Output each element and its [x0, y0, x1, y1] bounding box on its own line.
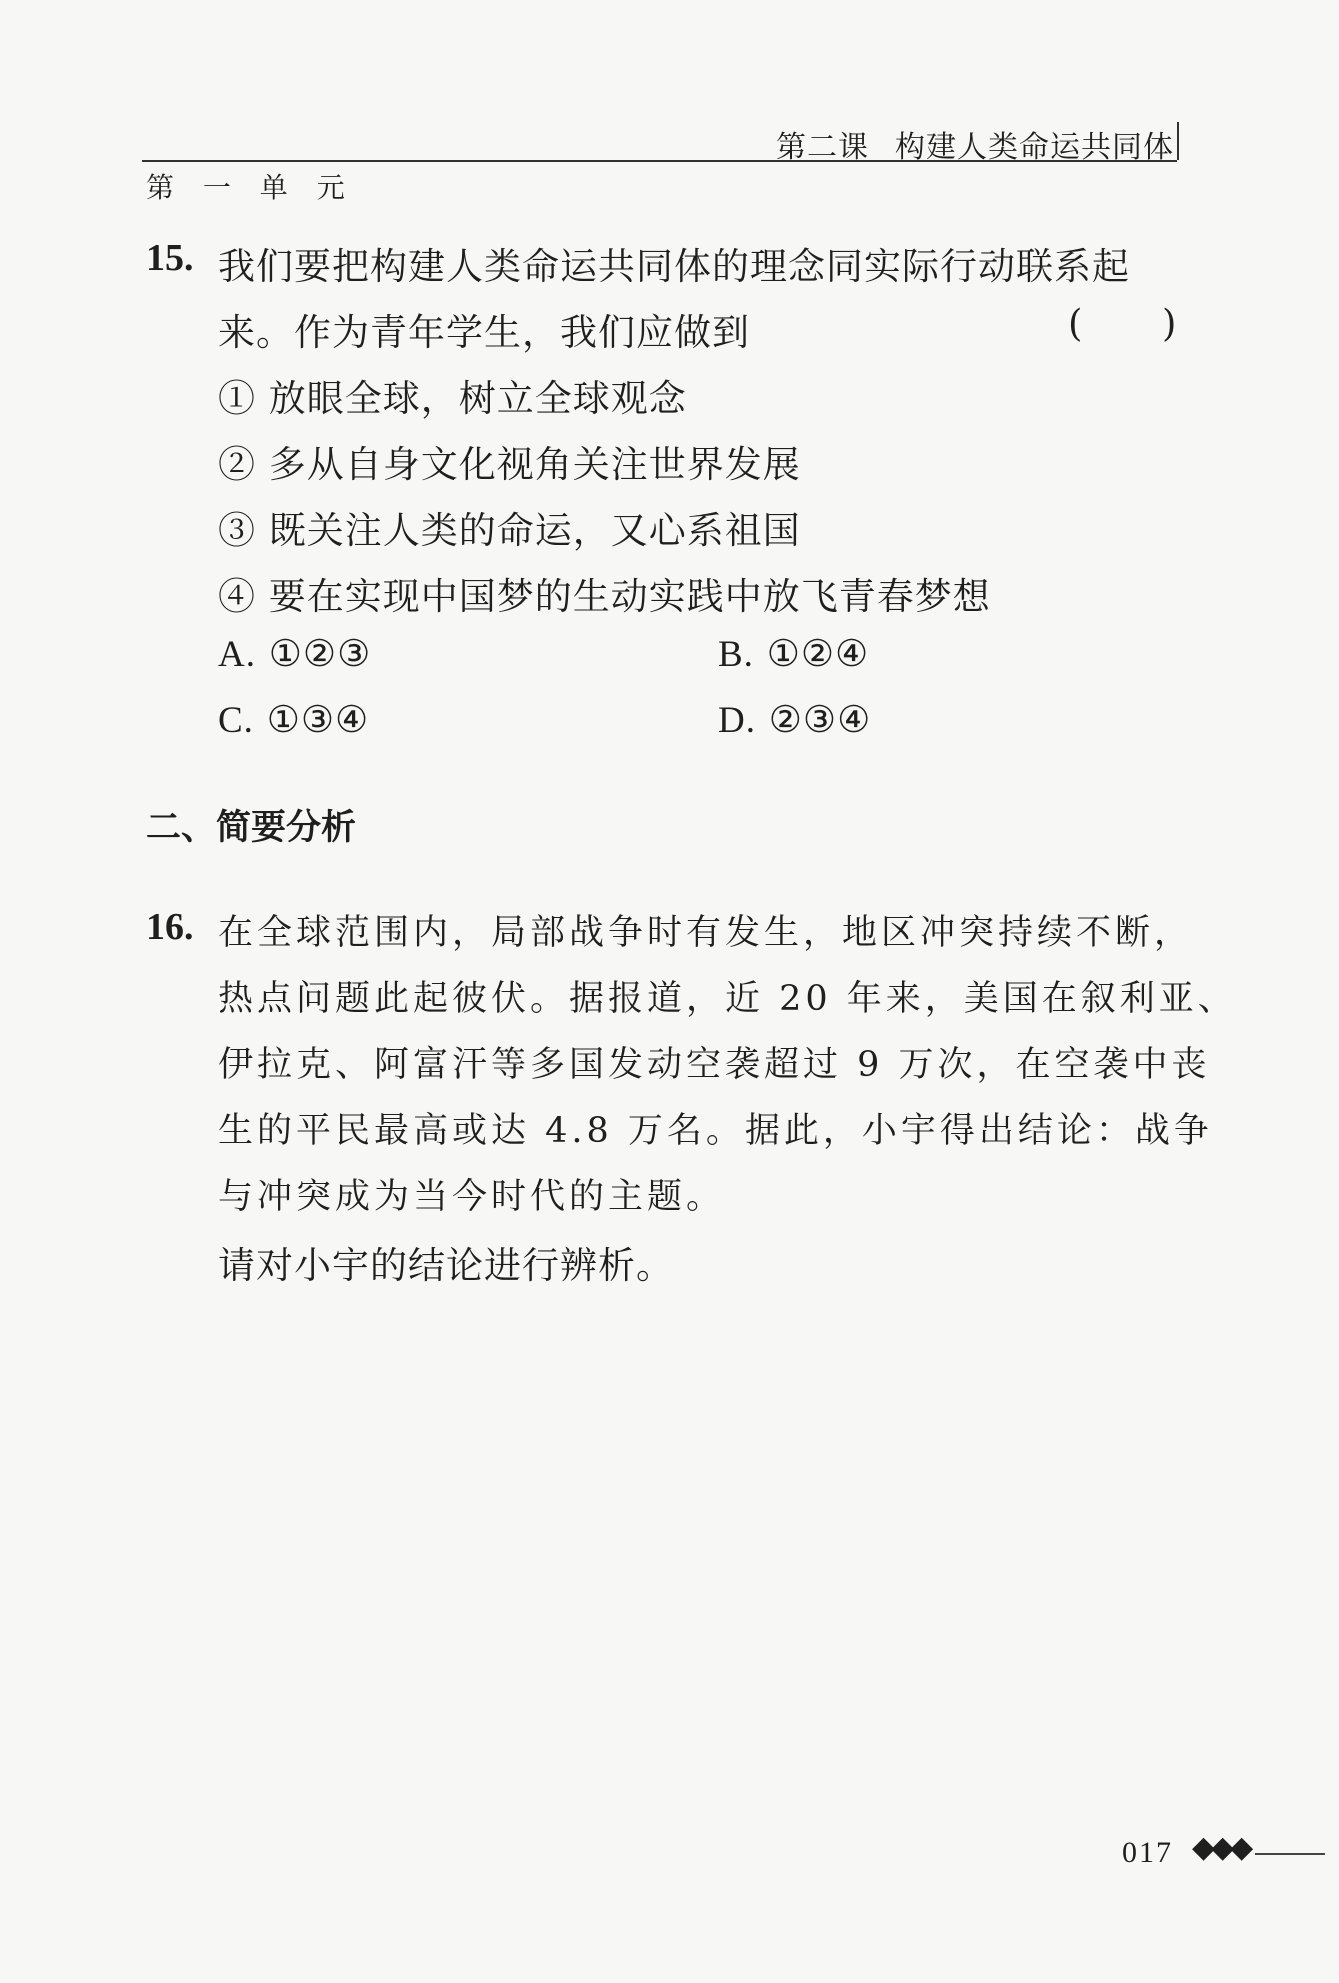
question-16-line1: 在全球范围内，局部战争时有发生，地区冲突持续不断， — [218, 913, 1194, 953]
question-16-line4: 生的平民最高或达 4.8 万名。据此，小宇得出结论：战争 — [218, 1111, 1213, 1151]
header-rule — [142, 160, 1177, 162]
diamond-ornament-icon: ◆◆◆ — [1192, 1830, 1250, 1865]
option-b — [718, 632, 869, 676]
option-c-text: ①③④ — [266, 698, 370, 741]
question-16-number: 16. — [146, 906, 194, 948]
option-d-text: ②③④ — [768, 698, 872, 741]
answer-paren-open: ( — [1068, 302, 1083, 345]
running-header-unit: 第 一 单 元 — [146, 171, 355, 204]
question-16-line2: 热点问题此起彼伏。据报道，近 20 年来，美国在叙利亚、 — [218, 979, 1237, 1019]
option-d — [718, 698, 871, 742]
option-c — [218, 698, 369, 742]
option-b-text: ①②④ — [766, 632, 870, 675]
statement-1: ① 放眼全球，树立全球观念 — [218, 377, 687, 420]
option-c-letter: C. — [218, 700, 254, 741]
question-15-stem-line2: 来。作为青年学生，我们应做到 — [218, 311, 750, 354]
option-a — [218, 632, 371, 676]
lesson-number: 第二课 — [776, 130, 869, 165]
question-15-number: 15. — [146, 237, 194, 279]
statement-4: ④ 要在实现中国梦的生动实践中放飞青春梦想 — [218, 575, 991, 618]
option-a-letter: A. — [218, 634, 256, 675]
footer-rule — [1255, 1853, 1325, 1855]
header-tick — [1177, 122, 1179, 160]
page-number: 017 — [1122, 1836, 1173, 1869]
answer-paren-close: ) — [1162, 302, 1177, 345]
question-16-line3: 伊拉克、阿富汗等多国发动空袭超过 9 万次，在空袭中丧 — [218, 1045, 1211, 1085]
statement-3: ③ 既关注人类的命运，又心系祖国 — [218, 509, 801, 552]
lesson-title: 构建人类命运共同体 — [895, 130, 1174, 165]
option-b-letter: B. — [718, 634, 754, 675]
question-16-line5: 与冲突成为当今时代的主题。 — [218, 1177, 726, 1217]
question-15-stem-line1: 我们要把构建人类命运共同体的理念同实际行动联系起 — [218, 245, 1130, 288]
statement-2: ② 多从自身文化视角关注世界发展 — [218, 443, 801, 486]
section-title: 二、简要分析 — [146, 808, 357, 848]
option-d-letter: D. — [718, 700, 756, 741]
question-16-prompt: 请对小宇的结论进行辨析。 — [218, 1244, 674, 1287]
option-a-text: ①②③ — [268, 632, 372, 675]
